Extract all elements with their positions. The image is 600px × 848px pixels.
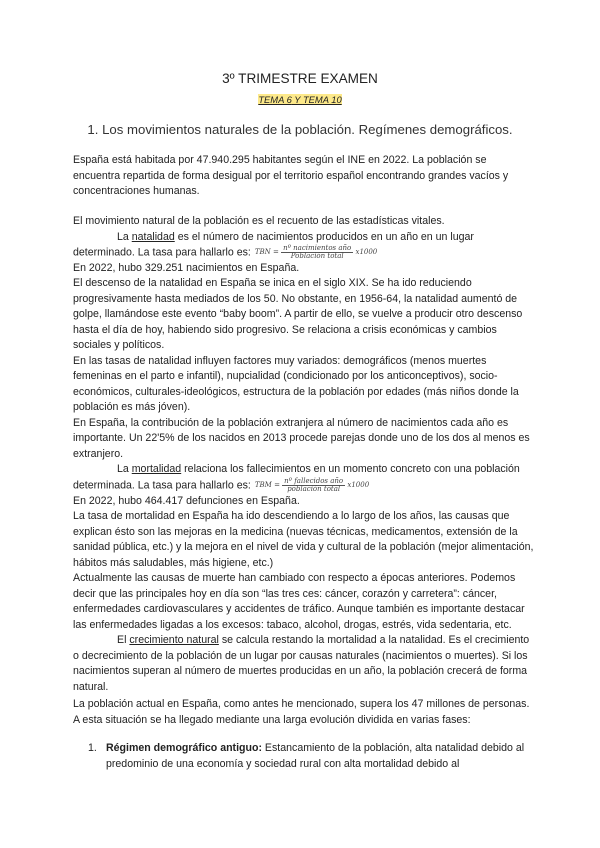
- mortalidad-term: mortalidad: [131, 463, 182, 476]
- mortalidad-definition: relaciona los fallecimientos en un momento concreto con una población determinada. La tasa para hallarlo es:: [73, 463, 520, 492]
- subtitle-tema-6: TEMA 6: [258, 94, 292, 105]
- natalidad-2022: En 2022, hubo 329.251 nacimientos en España.: [73, 261, 300, 274]
- natalidad-formula-fraction: [281, 245, 353, 260]
- page-title: 3º TRIMESTRE EXAMEN: [222, 71, 378, 86]
- natalidad-formula-rhs: x1000: [355, 248, 378, 256]
- subtitle: [0, 94, 600, 106]
- natalidad-formula: [255, 245, 377, 260]
- intro-text: España está habitada por 47.940.295 habitantes según el INE en 2022. La población se encuentra repartida de forma desigual por el territorio español encontrando grandes vacíos y concentraciones humanas.: [73, 154, 509, 197]
- subtitle-connector: Y: [291, 94, 303, 105]
- natalidad-factores: En las tasas de natalidad influyen factores muy variados: demográficos (menos muertes femeninas en el parto e infantil), nupcialidad (condicionado por los anticonceptivos), socio-económicos, culturales-ideológicos, estructura de la población por edades (más niños donde la población es más jóven).: [73, 354, 519, 414]
- mortalidad-formula-lhs: TBM =: [254, 480, 280, 489]
- list-item-body: [106, 741, 533, 772]
- natalidad-formula-lhs: TBN =: [254, 248, 279, 256]
- natalidad-descenso: El descenso de la natalidad en España se inica en el siglo XIX. Se ha ido reduciendo progresivamente hasta mediados de los 50. No obstante, en 1956-64, la natalidad aumentó de golpe, llamándose este evento “baby boom”. A partir de ello, se vuelve a producir otro descenso hasta el día de hoy, habiendo sido progresivo. Se relaciona a crisis económicas y cambios sociales y políticos.: [73, 277, 523, 352]
- mortalidad-descenso: La tasa de mortalidad en España ha ido descendiendo a lo largo de los años, las causas que explican ésto son las mejoras en la medicina (nuevas técnicas, medicamentos, extensión de la sanidad pública, etc.) y la mejora en el nivel de vida y cultural de la población (mejor alimentación, hábitos más saludables, más higiene, etc.): [73, 510, 534, 569]
- mortalidad-causas: Actualmente las causas de muerte han cambiado con respecto a épocas anteriores. Podemos decir que las principales hoy en día son “las tres ces: cáncer, corazón y carretera”: cáncer, enfermedades cardiovasculares y accidentes de tráfico. Aunque también es importante destacar las enfermedades ligadas a los excesos: tabaco, alcohol, drogas, estrés, vida sedentaria, etc.: [73, 572, 525, 631]
- mortalidad-pre: La: [117, 463, 132, 476]
- section-heading: 1. Los movimientos naturales de la población. Regímenes demográficos.: [87, 122, 513, 137]
- natalidad-pre: La: [117, 230, 132, 243]
- natalidad-formula-numerator: nº nacimientos año: [283, 244, 352, 252]
- natalidad-term: natalidad: [131, 230, 175, 243]
- mortalidad-formula-numerator: nº fallecidos año: [284, 476, 344, 485]
- mortalidad-paragraph: [73, 462, 535, 493]
- crecimiento-definition: se calcula restando la mortalidad a la natalidad. Es el crecimiento o decrecimiento de la población de un lugar por causas naturales (nacimientos o muertes). Si los nacimientos superan al número de muertes producidas en un año, la población crecerá de forma natural.: [73, 634, 530, 693]
- list-item: [88, 741, 533, 772]
- mortalidad-2022: En 2022, hubo 464.417 defunciones en España.: [73, 494, 300, 507]
- poblacion-actual-text: La población actual en España, como antes he mencionado, supera los 47 millones de personas. A esta situación se ha llegado mediante una larga evolución dividida en varias fases:: [73, 698, 530, 726]
- mortalidad-formula-fraction: [282, 478, 345, 493]
- body-section: [73, 214, 535, 695]
- mortalidad-formula: [255, 478, 369, 493]
- crecimiento-pre: El: [117, 634, 130, 647]
- natalidad-paragraph: [73, 230, 535, 261]
- mortalidad-formula-denominator: población total: [287, 484, 341, 493]
- mortalidad-formula-rhs: x1000: [347, 480, 370, 489]
- natalidad-formula-denominator: Población total: [290, 252, 344, 260]
- intro-paragraph: [73, 153, 535, 200]
- natalidad-extranjera: En España, la contribución de la población extranjera al número de nacimientos cada año es importante. Un 22'5% de los nacidos en 2013 procede parejas donde uno de los dos al menos es extranjero.: [73, 416, 530, 460]
- crecimiento-paragraph: [73, 633, 535, 695]
- list-item-title: Régimen demográfico antiguo:: [106, 742, 262, 754]
- subtitle-tema-10: TEMA 10: [302, 94, 342, 105]
- movimiento-text: El movimiento natural de la población es el recuento de las estadísticas vitales.: [73, 215, 445, 227]
- list-item-number: 1.: [88, 742, 97, 754]
- natalidad-definition: es el número de nacimientos producidos en un año en un lugar determinado. La tasa para hallarlo es:: [73, 230, 474, 259]
- list-item-text: Estancamiento de la población, alta natalidad debido al predominio de una economía y sociedad rural con alta mortalidad debido al: [106, 742, 525, 770]
- poblacion-paragraph: [73, 697, 535, 728]
- crecimiento-term: crecimiento natural: [129, 634, 219, 647]
